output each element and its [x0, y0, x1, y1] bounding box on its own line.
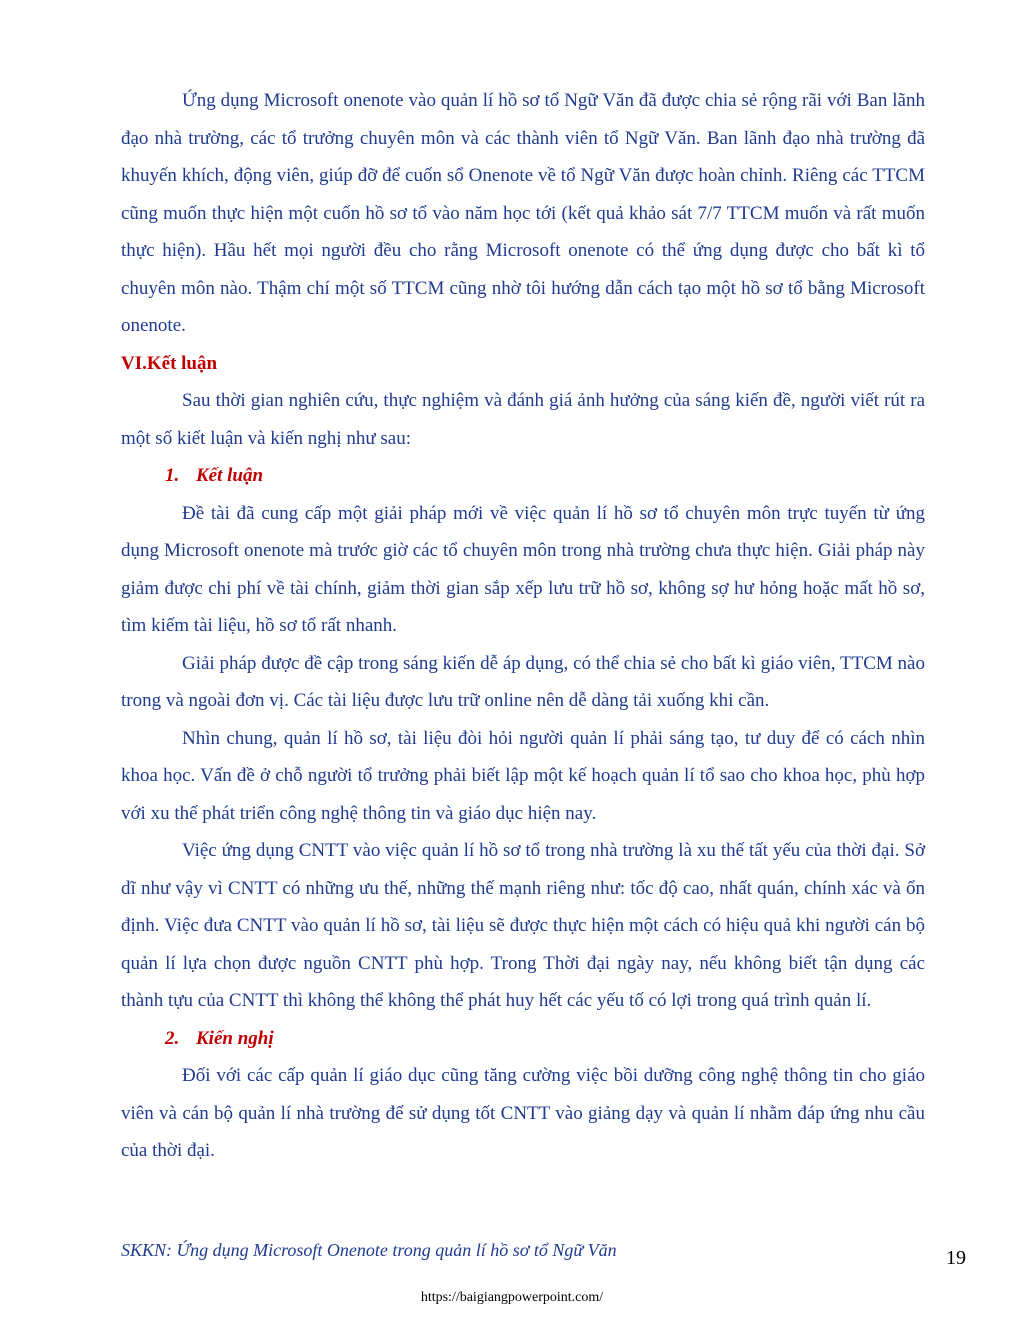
subheading-number: 1. — [165, 465, 180, 486]
paragraph-intro-conclusion: Sau thời gian nghiên cứu, thực nghiệm và đánh giá ảnh hưởng của sáng kiến đề, người viết rút ra một số kiết luận và kiến nghị như sau: — [121, 390, 925, 449]
paragraph-it-trend: Việc ứng dụng CNTT vào việc quản lí hồ sơ tổ trong nhà trường là xu thế tất yếu của thời đại. Sở dĩ như vậy vì CNTT có những ưu thế, những thế mạnh riêng như: tốc độ cao, nhất quán, chính xác và ổn định. Việc đưa CNTT vào quản lí hồ sơ, tài liệu sẽ được thực hiện một cách có hiệu quả khi người cán bộ quản lí lựa chọn được nguồn CNTT phù hợp. Trong Thời đại ngày nay, nếu không biết tận dụng các thành tựu của CNTT thì không thể không thể phát huy hết các yếu tố có lợi trong quá trình quản lí. — [121, 840, 925, 1011]
paragraph-applicability: Giải pháp được đề cập trong sáng kiến dễ áp dụng, có thể chia sẻ cho bất kì giáo viên, TTCM nào trong và ngoài đơn vị. Các tài liệu được lưu trữ online nên dễ dàng tải xuống khi cần. — [121, 652, 925, 711]
source-url[interactable]: https://baigiangpowerpoint.com/ — [420, 1290, 604, 1305]
page-number: 19 — [946, 1247, 966, 1269]
document-body — [121, 82, 925, 1170]
paragraph-solution: Đề tài đã cung cấp một giải pháp mới về việc quản lí hồ sơ tổ chuyên môn trực tuyến từ ứng dụng Microsoft onenote mà trước giờ các tổ chuyên môn trong nhà trường chưa thực hiện. Giải pháp này giảm được chi phí về tài chính, giảm thời gian sắp xếp lưu trữ hồ sơ, không sợ hư hỏng hoặc mất hồ sơ, tìm kiếm tài liệu, hồ sơ tổ rất nhanh. — [121, 502, 925, 636]
subheading-number: 2. — [165, 1027, 180, 1049]
section-heading-conclusion: VI.Kết luận — [121, 352, 218, 374]
subheading-recommendation — [121, 1020, 925, 1058]
footer-title: SKKN: Ứng dụng Microsoft Onenote trong quản lí hồ sơ tổ Ngữ Văn — [121, 1240, 617, 1260]
paragraph-management: Nhìn chung, quản lí hồ sơ, tài liệu đòi hỏi người quản lí phải sáng tạo, tư duy để có cách nhìn khoa học. Vấn đề ở chỗ người tổ trưởng phải biết lập một kế hoạch quản lí tổ sao cho khoa học, phù hợp với xu thế phát triển công nghệ thông tin và giáo dục hiện nay. — [121, 727, 925, 824]
subheading-conclusion — [121, 457, 925, 495]
paragraph-recommendation: Đối với các cấp quản lí giáo dục cũng tăng cường việc bồi dưỡng công nghệ thông tin cho giáo viên và cán bộ quản lí nhà trường để sử dụng tốt CNTT vào giảng dạy và quản lí nhằm đáp ứng nhu cầu của thời đại. — [121, 1065, 925, 1161]
paragraph-onenote-sharing: Ứng dụng Microsoft onenote vào quản lí hồ sơ tổ Ngữ Văn đã được chia sẻ rộng rãi với Ban lãnh đạo nhà trường, các tổ trưởng chuyên môn và các thành viên tổ Ngữ Văn. Ban lãnh đạo nhà trường đã khuyến khích, động viên, giúp đỡ để cuốn sổ Onenote về tổ Ngữ Văn được hoàn chỉnh. Riêng các TTCM cũng muốn thực hiện một cuốn hồ sơ tổ vào năm học tới (kết quả khảo sát 7/7 TTCM muốn và rất muốn thực hiện). Hầu hết mọi người đều cho rằng Microsoft onenote có thể ứng dụng được cho bất kì tổ chuyên môn nào. Thậm chí một số TTCM cũng nhờ tôi hướng dẫn cách tạo một hồ sơ tổ bằng Microsoft onenote. — [121, 90, 925, 336]
subheading-title: Kiến nghị — [196, 1027, 274, 1049]
subheading-title: Kết luận — [196, 465, 264, 486]
